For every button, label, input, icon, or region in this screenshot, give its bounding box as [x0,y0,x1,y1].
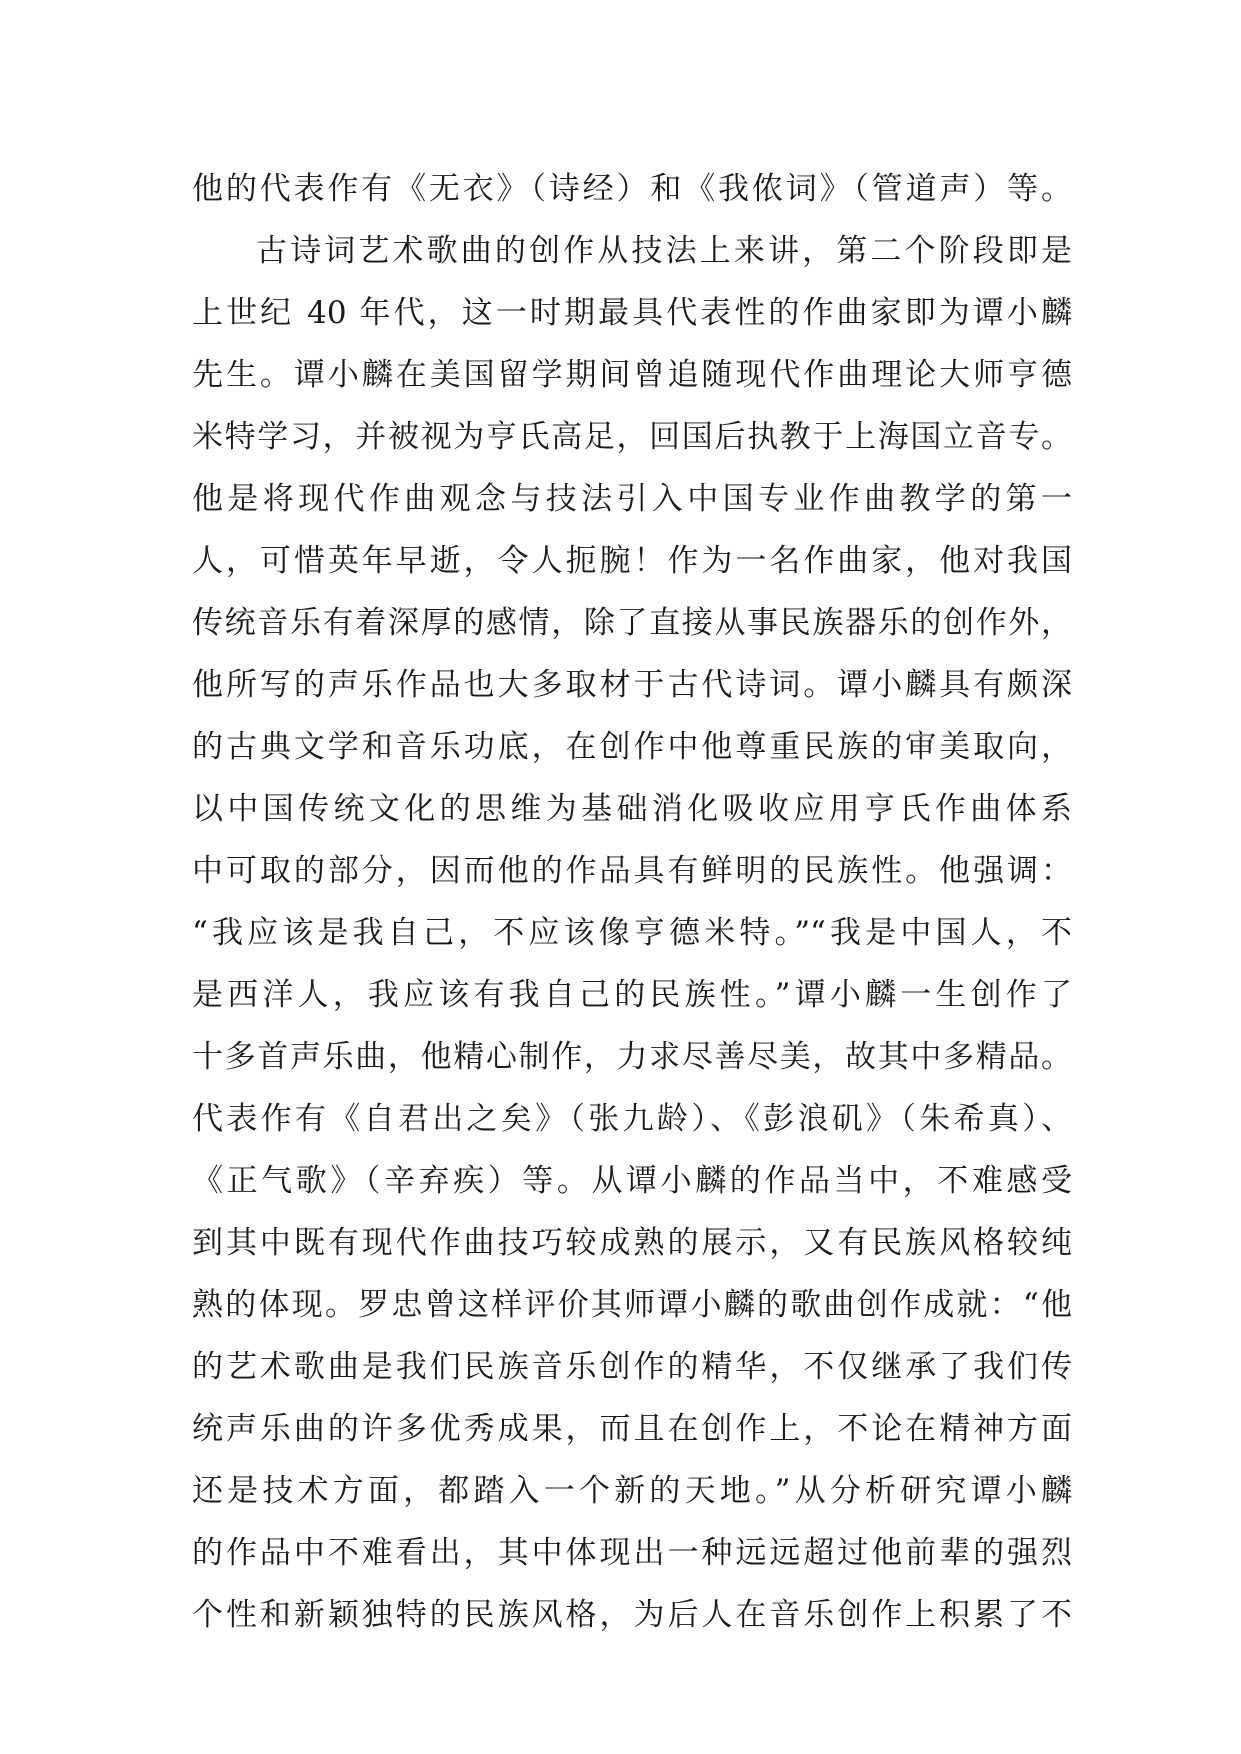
text-line: 十多首声乐曲，他精心制作，力求尽善尽美，故其中多精品。 [192,1039,1072,1075]
text-line: 传统音乐有着深厚的感情，除了直接从事民族器乐的创作外， [192,605,1072,641]
paragraph-start-line: 古诗词艺术歌曲的创作从技法上来讲，第二个阶段即是 [256,233,1072,269]
text-line: “我应该是我自己，不应该像亨德米特。”“我是中国人，不 [192,915,1072,951]
text-line: 人，可惜英年早逝，令人扼腕！作为一名作曲家，他对我国 [192,543,1072,579]
text-line: 以中国传统文化的思维为基础消化吸收应用亨氏作曲体系 [192,791,1072,827]
text-line: 上世纪 40 年代，这一时期最具代表性的作曲家即为谭小麟 [192,295,1072,331]
text-line: 他的代表作有《无衣》（诗经）和《我侬词》（管道声）等。 [192,171,1072,207]
text-line: 还是技术方面，都踏入一个新的天地。”从分析研究谭小麟 [192,1473,1072,1509]
text-line: 《正气歌》（辛弃疾）等。从谭小麟的作品当中，不难感受 [192,1163,1072,1199]
text-line: 个性和新颖独特的民族风格，为后人在音乐创作上积累了不 [192,1597,1072,1633]
text-line: 中可取的部分，因而他的作品具有鲜明的民族性。他强调： [192,853,1072,889]
text-line: 熟的体现。罗忠曾这样评价其师谭小麟的歌曲创作成就：“他 [192,1287,1072,1323]
text-line: 的作品中不难看出，其中体现出一种远远超过他前辈的强烈 [192,1535,1072,1571]
text-line: 是西洋人，我应该有我自己的民族性。”谭小麟一生创作了 [192,977,1072,1013]
text-line: 的艺术歌曲是我们民族音乐创作的精华，不仅继承了我们传 [192,1349,1072,1385]
text-line: 先生。谭小麟在美国留学期间曾追随现代作曲理论大师亨德 [192,357,1072,393]
body-text [192,158,1072,1646]
text-line: 到其中既有现代作曲技巧较成熟的展示，又有民族风格较纯 [192,1225,1072,1261]
text-line: 米特学习，并被视为亨氏高足，回国后执教于上海国立音专。 [192,419,1072,455]
text-line: 他所写的声乐作品也大多取材于古代诗词。谭小麟具有颇深 [192,667,1072,703]
text-line: 代表作有《自君出之矣》（张九龄）、《彭浪矶》（朱希真）、 [192,1101,1072,1137]
text-line: 统声乐曲的许多优秀成果，而且在创作上，不论在精神方面 [192,1411,1072,1447]
text-line: 他是将现代作曲观念与技法引入中国专业作曲教学的第一 [192,481,1072,517]
text-line: 的古典文学和音乐功底，在创作中他尊重民族的审美取向， [192,729,1072,765]
